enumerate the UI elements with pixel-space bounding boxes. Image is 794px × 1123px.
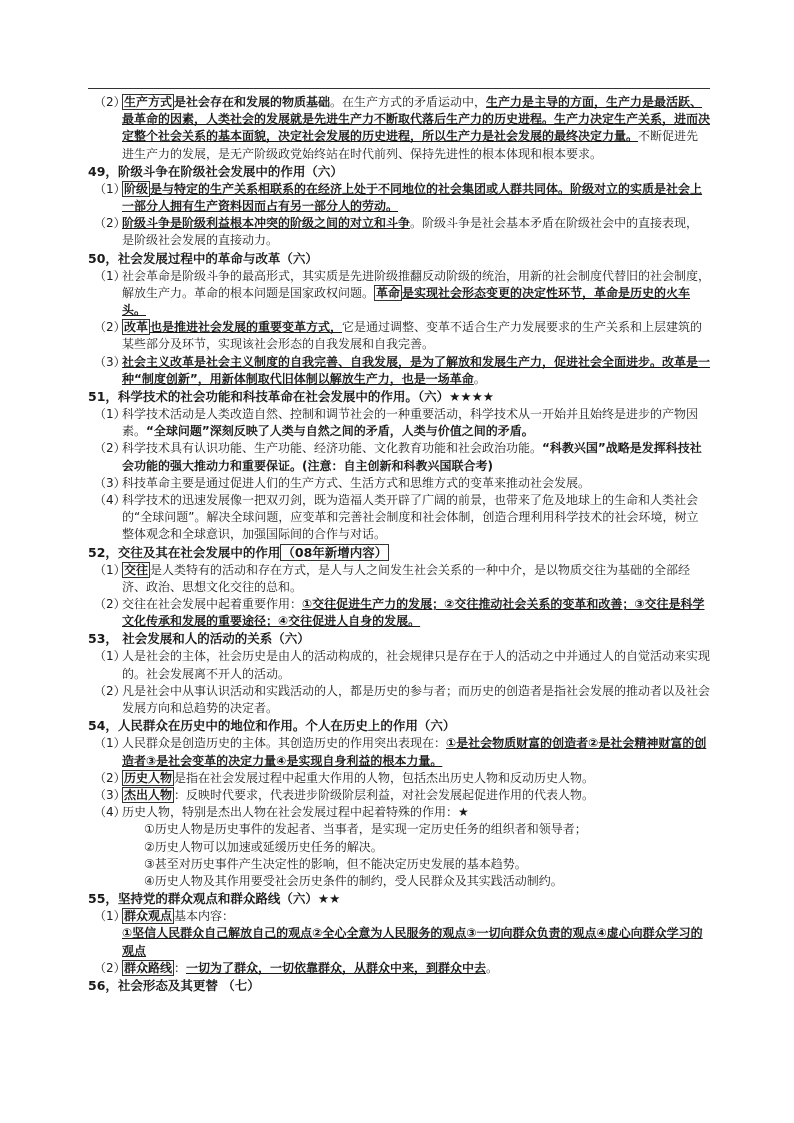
s48-item-2 xyxy=(88,94,710,163)
boxed-term: 生产方式 xyxy=(124,95,173,109)
header-rule xyxy=(88,88,710,89)
body-text: 。 xyxy=(473,371,486,386)
s54-item-1 xyxy=(88,735,710,769)
s50-item-3 xyxy=(88,354,710,388)
underlined-text: 社会主义改革是社会主义制度的自我完善、自我发展，是为了解放和发展生产力，促进社会全面进步。改革是一种“制度创新”，用新体制取代旧体制以解放生产力，也是一场革命 xyxy=(122,354,711,386)
underlined-text: 一切为了群众，一切依靠群众，从群众中来，到群众中去 xyxy=(186,960,487,975)
body-text: 是人类特有的活动和存在方式，是人与人之间发生社会关系的一种中介，是以物质交往为基础的全部经济、政治、思想文化交往的总和。 xyxy=(122,562,691,594)
item-number: （1） xyxy=(94,909,126,924)
bold-text: 是社会存在和发展的物质基础 xyxy=(174,95,331,109)
boxed-term: 群众观点 xyxy=(124,909,173,924)
sub-point: ②历史人物可以加速或延缓历史任务的解决。 xyxy=(144,839,383,854)
body-text: ： xyxy=(174,960,187,975)
s55-item-1 xyxy=(88,908,710,960)
body-text: 科学技术活动是人类改造自然、控制和调节社会的一种重要活动，科学技术从一开始并且始终是进步的产物因素。 xyxy=(122,407,699,439)
underlined-text: 生产力是主导的方面，生产力是最活跃、最革命的因素，人类社会的发展就是先进生产力不断取代落后生产力的历史进程。生产力决定生产关系，进而决定整个社会关系的基本面貌，决定社会发展的历史进程，所以生产力是社会发展的最终决定力量。 xyxy=(122,95,711,144)
underlined-text: 是实现社会形态变更的决定性环节，革命是历史的火车头。 xyxy=(122,285,691,318)
s55-item-2 xyxy=(88,960,710,977)
item-number: （2） xyxy=(94,95,126,109)
underlined-text: 是与特定的生产关系相联系的在经济上处于不同地位的社会集团或人群共同体。阶级对立的实质是社会上一部分人拥有生产资料因而占有另一部分人的劳动。 xyxy=(122,181,703,214)
boxed-term: 改革 xyxy=(124,320,149,335)
item-number: （3） xyxy=(94,787,126,802)
heading-text: 55，坚持党的群众观点和群众路线（六） xyxy=(88,891,318,907)
item-number: （1） xyxy=(94,562,126,577)
s51-item-2 xyxy=(88,440,710,474)
section-heading-54: 54，人民群众在历史中的地位和作用。个人在历史上的作用（六） xyxy=(88,718,456,734)
item-number: （2） xyxy=(94,216,126,231)
body-text: 人民群众是创造历史的主体。其创造历史的作用突出表现在： xyxy=(122,736,447,751)
body-text: 人是社会的主体，社会历史是由人的活动构成的，社会规律只是存在于人的活动之中并通过人的自觉活动来实现的。社会发展离不开人的活动。 xyxy=(122,649,711,681)
item-number: （2） xyxy=(94,597,126,612)
body-text: 。阶级斗争是社会基本矛盾在阶级社会中的直接表现，是阶级社会发展的直接动力。 xyxy=(122,216,699,248)
underlined-text: ①是社会物质财富的创造者②是社会精神财富的创造者③是社会变革的决定力量④是实现自身利益的根本力量。 xyxy=(122,736,707,768)
star-rating: ★★★★ xyxy=(449,389,494,405)
section-heading-53: 53， 社会发展和人的活动的关系（六） xyxy=(88,631,310,647)
item-number: （2） xyxy=(94,320,126,335)
s49-item-2 xyxy=(88,215,710,249)
s52-item-2 xyxy=(88,596,710,630)
item-number: （2） xyxy=(94,770,126,785)
section-heading-51 xyxy=(88,388,710,406)
body-text: 是指在社会发展过程中起重大作用的人物，包括杰出历史人物和反动历史人物。 xyxy=(174,770,595,785)
item-number: （4） xyxy=(94,493,126,508)
boxed-term: 历史人物 xyxy=(124,770,173,785)
body-text: 历史人物，特别是杰出人物在社会发展过程中起着特殊的作用：★ xyxy=(122,805,469,820)
heading-text: 51，科学技术的社会功能和科技革命在社会发展中的作用。（六） xyxy=(88,389,450,405)
item-number: （4） xyxy=(94,805,126,820)
s53-item-1 xyxy=(88,648,710,682)
section-heading-49: 49，阶级斗争在阶级社会发展中的作用（六） xyxy=(88,163,343,179)
body-text: 社会革命是阶级斗争的最高形式，其实质是先进阶级推翻反动阶级的统治，用新的社会制度代替旧的社会制度，解放生产力。革命的根本问题是国家政权问题。 xyxy=(122,268,711,300)
sub-point: ④历史人物及其作用要受社会历史条件的制约，受人民群众及其实践活动制约。 xyxy=(144,873,563,888)
item-number: （2） xyxy=(94,683,126,698)
body-text: 凡是社会中从事认识活动和实践活动的人，都是历史的参与者；而历史的创造者是指社会发展的推动者以及社会发展方向和总趋势的决定者。 xyxy=(122,683,711,716)
body-text: 不断促进先进生产力的发展，是无产阶级政党始终站在时代前列、保持先进性的根本体现和根本要求。 xyxy=(122,129,699,161)
item-number: （1） xyxy=(94,407,126,422)
underlined-text: 也是推进社会发展的重要变革方式， xyxy=(150,320,343,335)
bold-text: “科教兴国”战略是发挥科技社会功能的强大推动力和重要保证。(注意：自主创新和科教兴国联合考) xyxy=(122,441,702,473)
body-text: ：反映时代要求，代表进步阶级阶层利益，对社会发展起促进作用的代表人物。 xyxy=(174,787,595,802)
new-content-tag: （08年新增内容） xyxy=(282,544,388,560)
boxed-term: 革命 xyxy=(376,285,401,300)
s50-item-1 xyxy=(88,268,710,320)
item-number: （1） xyxy=(94,736,126,751)
section-heading-50: 50，社会发展过程中的革命与改革（六） xyxy=(88,250,318,266)
s54-item-4 xyxy=(88,804,710,821)
heading-text: 52，交往及其在社会发展中的作用 xyxy=(88,544,281,560)
star-rating: ★★ xyxy=(317,891,341,907)
body-text: 它是通过调整、变革不适合生产力发展要求的生产关系和上层建筑的某些部分及环节，实现该社会形态的自我发展和自我完善。 xyxy=(122,320,703,352)
body-text: 基本内容： xyxy=(174,909,235,924)
boxed-term: 群众路线 xyxy=(124,960,173,975)
section-heading-56: 56，社会形态及其更替 （七） xyxy=(88,977,260,993)
section-heading-55 xyxy=(88,890,710,908)
body-text: 交往在社会发展中起着重要作用： xyxy=(122,597,303,612)
s50-item-2 xyxy=(88,319,710,353)
s52-item-1 xyxy=(88,562,710,596)
item-number: （2） xyxy=(94,441,126,456)
s51-item-3 xyxy=(88,475,710,492)
item-number: （3） xyxy=(94,475,126,490)
body-text: 科学技术具有认识功能、生产功能、经济功能、文化教育功能和社会政治功能。 xyxy=(122,441,543,456)
s53-item-2 xyxy=(88,683,710,717)
body-text: 。 xyxy=(486,960,499,975)
body-text: 科学技术的迅速发展像一把双刃剑，既为造福人类开辟了广阔的前景，也带来了危及地球上的生命和人类社会的“全球问题”。解决全球问题，应变革和完善社会制度和社会体制，创造合理利用科学技术的社会环境，树立整体观念和全球意识，加强国际间的合作与对话。 xyxy=(122,493,699,542)
item-number: （1） xyxy=(94,649,126,664)
s54-item-2 xyxy=(88,770,710,787)
boxed-term: 阶级 xyxy=(124,181,149,196)
item-number: （2） xyxy=(94,960,126,975)
document-body xyxy=(88,94,710,995)
body-text: 科技革命主要是通过促进人们的生产方式、生活方式和思维方式的变革来推动社会发展。 xyxy=(122,475,591,490)
s51-item-1 xyxy=(88,406,710,440)
underlined-text: ①交往促进生产力的发展；②交往推动社会关系的变革和改善；③交往是科学文化传承和发展的重要途径；④交往促进人自身的发展。 xyxy=(122,597,705,629)
item-number: （1） xyxy=(94,181,126,196)
bold-text: “全球问题”深刻反映了人类与自然之间的矛盾，人类与价值之间的矛盾。 xyxy=(146,424,534,439)
boxed-term: 杰出人物 xyxy=(124,787,173,802)
boxed-term: 交往 xyxy=(124,562,149,577)
s51-item-4 xyxy=(88,492,710,544)
item-number: （1） xyxy=(94,268,126,283)
underlined-text: ①坚信人民群众自己解放自己的观点②全心全意为人民服务的观点③一切向群众负责的观点④虚心向群众学习的观点 xyxy=(122,926,703,958)
underlined-text: 阶级斗争是阶级利益根本冲突的阶级之间的对立和斗争 xyxy=(122,216,411,231)
s54-item-3 xyxy=(88,787,710,804)
sub-point: ③甚至对历史事件产生决定性的影响，但不能决定历史发展的基本趋势。 xyxy=(144,856,527,871)
sub-point: ①历史人物是历史事件的发起者、当事者，是实现一定历史任务的组织者和领导者； xyxy=(144,822,587,837)
s49-item-1 xyxy=(88,181,710,215)
body-text: 。在生产方式的矛盾运动中， xyxy=(330,95,487,109)
section-heading-52 xyxy=(88,544,710,562)
item-number: （3） xyxy=(94,354,126,369)
